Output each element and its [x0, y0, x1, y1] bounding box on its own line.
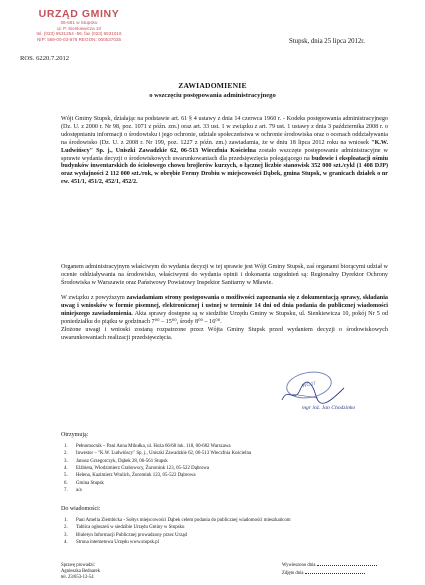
text-span: Wójt Gminy Stupsk, działając na podstawie art. 61 § 4 ustawy z dnia 14 czerwca 1960 r. - Kodeks postępowania administracyjnego (Dz. U. z 2000 r. Nr 98, poz. 1071 z późn. zm.) oraz art. 33 ust. 1 w związku z art. 79 ust. 1 ustawy z dnia 3 października 2008 r. o udostępnianiu informacji o środowisku i jego ochronie, udziale społeczeństwa w ochronie środowiska oraz o ocenach oddziaływania na środowisko (Dz. U. z 2008 r. Nr 199, poz. 1227 z późn. zm.) zawiadamia, że w dniu 18 lipca 2012 roku na wniosek — [61, 116, 388, 146]
stamp-line: tel. (023) 6531254 -56, fax (023) 6531016 — [36, 31, 122, 37]
text-span: zostało wszczęte postępowanie administracyjne w sprawie wydania decyzji o środowiskowych uwarunkowaniach dla przedsięwzięcia polegającego na — [61, 147, 388, 162]
list-text: Pani Amelia Ziembicka - Sołtys miejscowości Dąbek celem podania do publicznej wiadomości mieszkańcom — [76, 518, 291, 523]
footer-line: Sprawę prowadzi: — [61, 563, 95, 568]
list-item — [64, 487, 251, 494]
signature-stamp: WÓJT — [284, 368, 334, 402]
footer-line: tel. 23/653-12-54 — [61, 574, 94, 580]
place-date: Stupsk, dnia 25 lipca 2012r. — [289, 38, 365, 45]
signature-name: mgr inż. Jan Chodzinko — [302, 405, 356, 411]
stamp-title: URZĄD GMINY — [38, 8, 120, 20]
stamp-line: ul. P. Sienkiewicza 10 — [56, 25, 102, 31]
text-span: Złożone uwagi i wnioski zostaną rozpatrzone przez Wójta Gminy Stupsk przed wydaniem decyzji o środowiskowych uwarunkowaniach realizacji przedsięwzięcia. — [61, 326, 388, 341]
list-number: 6. — [64, 480, 68, 486]
list-number: 4. — [64, 466, 68, 472]
bold-span: budowie i eksploatacji ośmiu budynków inwentarskich do ściołowego chowu brojlerów kurzych, o łącznej liczbie stanowisk 352 000 szt./cykl (1 408 DJP) oraz wydajności 2 112 000 szt./rok, w obrębie Fermy Drobiu w miejscowości Dąbek, gmina Stupsk, w granicach działek o nr ew. 451/1, 451/2, 452/1, 452/2. — [61, 155, 389, 186]
list-item — [64, 450, 251, 457]
list-number: 5. — [64, 473, 68, 479]
list-text: Gmina Stupsk — [76, 480, 104, 486]
stamp-line: 06-561 w Stupsku — [60, 20, 98, 25]
office-stamp — [20, 9, 138, 42]
list-item — [64, 480, 251, 487]
list-text: Biuletyn Informacji Publicznej prowadzony przez Urząd — [76, 532, 187, 538]
list-item — [64, 517, 291, 524]
footer-label: Wywieszono dnia — [282, 563, 316, 568]
list-item — [64, 465, 251, 472]
notify-list — [64, 517, 291, 546]
list-item — [64, 539, 291, 546]
list-text: Pełnomocnik – Pani Anna Mihułka, ul. Hoża 66/68 lok. 118, 00-682 Warszawa — [76, 444, 231, 449]
stamp-line: NIP: 569-00-03-876 REGON: 000537035 — [36, 36, 121, 42]
list-item — [64, 443, 251, 450]
notify-heading: Do wiadomości: — [61, 506, 101, 512]
document-title: ZAWIADOMIENIE — [178, 81, 247, 90]
list-number: 1. — [64, 444, 68, 449]
list-text: Janusz Grzegorczyk, Dąbek 28, 06-561 Stupsk — [76, 458, 168, 464]
list-number: 1. — [64, 518, 68, 523]
list-item — [64, 458, 251, 465]
paragraph-authority: Organem administracyjnym właściwym do wydania decyzji w tej sprawie jest Wójt Gminy Stupsk, zaś organami biorącymi udział w ocenie oddziaływania na środowisko, właściwymi do wydania opinii i dokonania uzgodnień są: Regionalny Dyrektor Ochrony Środowiska w Warszawie oraz Państwowy Powiatowy Inspektor Sanitarny w Mławie. — [61, 264, 388, 286]
signature-scribble-icon — [278, 378, 348, 408]
list-number: 7. — [64, 488, 68, 494]
case-handler — [61, 563, 100, 580]
footer-line: Agnieszka Bednarek — [61, 568, 100, 574]
removed-date-line — [282, 570, 377, 578]
list-text: Inwestor – "K.W. Ludwińscy" Sp. j., Uniszki Zawadzkie 62, 06-513 Wieczfnia Kościelna — [76, 451, 252, 457]
text-span: Akta sprawy dostępne są w siedzibie Urzędu Gminy w Stupsku, ul. Sienkiewicza 10, pokój Nr 5 od poniedziałku do piątku w godzinach 7⁰⁰ – 15⁰⁰, środy 8⁰⁰ – 16⁰⁰. — [61, 310, 388, 325]
list-text: Helena, Kazimierz Wtulich, Żuromink 123, 05-522 Dąbrowa — [76, 473, 196, 479]
posted-date-line — [282, 562, 377, 570]
text-span: W związku z powyższym — [61, 295, 127, 301]
bold-span: zawiadamiam strony postępowania o możliwości zapoznania się z dokumentacją sprawy, składania uwag i wniosków w formie pisemnej, elektronicznej i ustnej w terminie 14 dni od dnia podania do publicznej wiadomości niniejszego zawiadomienia. — [61, 295, 388, 317]
list-number: 2. — [64, 525, 68, 531]
document-subtitle: o wszczęciu postępowania administracyjnego — [149, 92, 276, 99]
footer-label: Zdjęto dnia — [282, 571, 304, 576]
dotted-line — [305, 573, 365, 574]
list-number: 3. — [64, 532, 68, 538]
paragraph-notice — [61, 116, 388, 187]
list-item — [64, 532, 291, 539]
list-text: Elżbieta, Włodzimierz Grabowscy, Żuromink 123, 05-522 Dąbrowa — [76, 466, 210, 472]
list-number: 3. — [64, 458, 68, 464]
recipients-heading: Otrzymują: — [61, 432, 89, 438]
list-item — [64, 472, 251, 479]
bold-span: "K.W. Ludwińscy" Sp. j., Uniszki Zawadzkie 62, 06-513 Wieczfnia Kościelna — [61, 139, 388, 154]
list-text: Strona internetowa Urzędu www.stupsk.pl — [76, 540, 159, 546]
list-number: 4. — [64, 540, 68, 546]
paragraph-consultation — [61, 295, 388, 342]
recipients-list — [64, 443, 251, 494]
dotted-line — [317, 565, 377, 566]
posting-dates — [282, 562, 377, 578]
list-text: Tablica ogłoszeń w siedzibie Urzędu Gminy w Stupsku — [76, 525, 185, 531]
list-text: a/a — [76, 488, 82, 494]
list-number: 2. — [64, 451, 68, 457]
reference-number: ROS. 6220.7.2012 — [20, 55, 70, 62]
list-item — [64, 524, 291, 531]
